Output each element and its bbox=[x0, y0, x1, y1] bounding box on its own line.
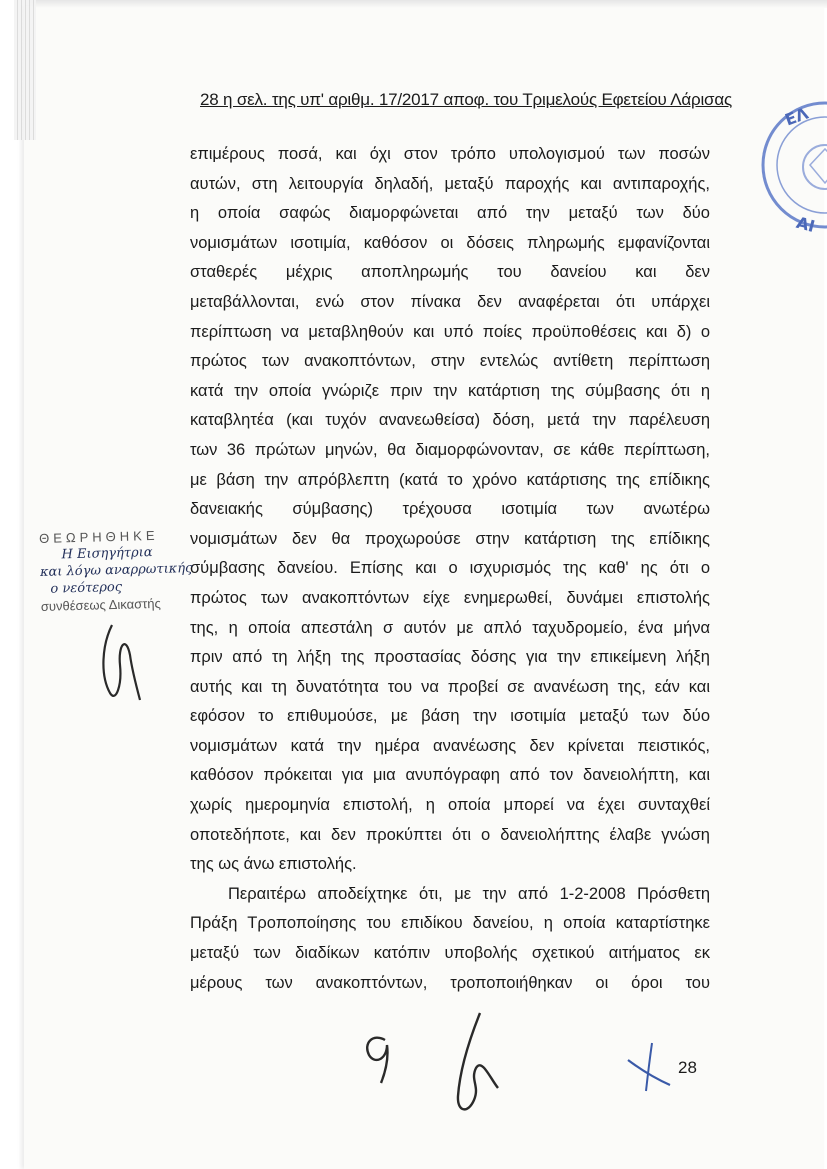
svg-text:ΑΙ: ΑΙ bbox=[794, 212, 817, 237]
text-line: η οποία σαφώς διαμορφώνεται από την μεταξύ των δύο bbox=[190, 204, 710, 223]
paragraph-line: μέρους των ανακοπτόντων, τροποποιήθηκαν οι όροι του bbox=[190, 973, 710, 992]
text-line: πρώτος των ανακοπτόντων, στην εντελώς αντίθετη περίπτωση bbox=[190, 352, 710, 371]
stamp-line: και λόγω αναρρωτικής bbox=[39, 560, 193, 580]
text-line: νομισμάτων δεν θα προχωρούσε στην κατάρτιση της επίδικης bbox=[190, 529, 710, 548]
paragraph-line: μεταξύ των διαδίκων κατόπιν υποβολής σχετικού αιτήματος εκ bbox=[190, 944, 710, 963]
text-line: επιμέρους ποσά, και όχι στον τρόπο υπολογισμού των ποσών bbox=[190, 145, 710, 163]
stamp-line: ο νεότερος bbox=[50, 579, 123, 597]
stamp-line: Η Εισηγήτρια bbox=[61, 545, 153, 563]
margin-signature bbox=[92, 615, 152, 705]
text-line: χωρίς ημερομηνία επιστολή, η οποία μπορεί να έχει συνταχθεί bbox=[190, 796, 710, 815]
text-line: σταθερές μέχρις αποπληρωμής του δανείου και δεν bbox=[190, 263, 710, 282]
text-line: αυτής και τη δυνατότητα του να προβεί σε ανανέωση της, εάν και bbox=[190, 677, 710, 696]
paragraph-line: Πράξη Τροποποίησης του επιδίκου δανείου, η οποία καταρτίστηκε bbox=[190, 914, 710, 933]
stacked-page-edges bbox=[14, 0, 36, 140]
judge-signature bbox=[440, 1008, 510, 1118]
text-line: της ως άνω επιστολής. bbox=[190, 855, 357, 874]
text-line: πρώτος των ανακοπτόντων είχε ενημερωθεί, δυνάμει επιστολής bbox=[190, 588, 710, 607]
text-line: κατά την οποία γνώριζε πριν την κατάρτιση της σύμβασης ότι η bbox=[190, 381, 710, 400]
text-line: δανειακής σύμβασης) τρέχουσα ισοτιμία των ανωτέρω bbox=[190, 500, 710, 519]
main-text bbox=[190, 140, 710, 998]
text-line: οποτεδήποτε, και δεν προκύπτει ότι ο δανειολήπτης έλαβε γνώση bbox=[190, 825, 710, 844]
text-line: μεταβάλλονται, ενώ στον πίνακα δεν αναφέρεται ότι υπάρχει bbox=[190, 292, 710, 311]
text-line: αυτών, στη λειτουργία δηλαδή, μεταξύ παροχής και αντιπαροχής, bbox=[190, 174, 710, 193]
text-line: καθόσον πρόκειται για μια ανυπόγραφη από τον δανειολήπτη, και bbox=[190, 766, 710, 785]
text-line: με βάση την απρόβλεπτη (κατά το χρόνο κατάρτισης της επίδικης bbox=[190, 470, 710, 489]
stamp-line: συνθέσεως Δικαστής bbox=[40, 595, 161, 614]
blue-pen-mark bbox=[620, 1035, 675, 1095]
text-line: νομισμάτων κατά την ημέρα ανανέωσης δεν κρίνεται πειστικός, bbox=[190, 736, 710, 755]
court-seal-stamp bbox=[755, 85, 827, 245]
header-page-number: 28 bbox=[200, 90, 219, 109]
page-top-fold bbox=[30, 0, 827, 8]
text-line: των 36 πρώτων μηνών, θα διαμορφώνονταν, σε κάθε περίπτωση, bbox=[190, 440, 710, 459]
page-header bbox=[200, 90, 730, 110]
text-line: της, η οποία απεστάλη σ αυτόν με απλό ταχυδρομείο, ένα μήνα bbox=[190, 618, 710, 637]
text-line: καταβλητέα (και τυχόν ανανεωθείσα) δόση, μετά την παρέλευση bbox=[190, 411, 710, 430]
text-line: εφόσον το επιθυμούσε, με βάση την ισοτιμία μεταξύ των δύο bbox=[190, 707, 710, 726]
text-line: περίπτωση να μεταβληθούν και υπό ποίες προϋποθέσεις και δ) ο bbox=[190, 322, 710, 341]
footer-page-number: 28 bbox=[678, 1058, 697, 1077]
stamp-line: ΘΕΩΡΗΘΗΚΕ bbox=[38, 527, 159, 546]
paragraph-line: Περαιτέρω αποδείχτηκε ότι, με την από 1-2-2008 Πρόσθετη bbox=[228, 884, 710, 903]
text-line: πριν από τη λήξη της προστασίας δόσης για την επικείμενη λήξη bbox=[190, 648, 710, 667]
svg-text:ΕΛ: ΕΛ bbox=[782, 103, 811, 130]
text-line: νομισμάτων ισοτιμία, καθόσον οι δόσεις πληρωμής εμφανίζονται bbox=[190, 233, 710, 252]
header-title: η σελ. της υπ' αριθμ. 17/2017 αποφ. του Τριμελούς Εφετείου Λάρισας bbox=[218, 90, 732, 109]
judge-initials-signature bbox=[355, 1025, 405, 1085]
text-line: σύμβασης δανείου. Επίσης και ο ισχυρισμός της καθ' ης ότι ο bbox=[190, 559, 710, 578]
margin-stamp bbox=[39, 526, 191, 615]
